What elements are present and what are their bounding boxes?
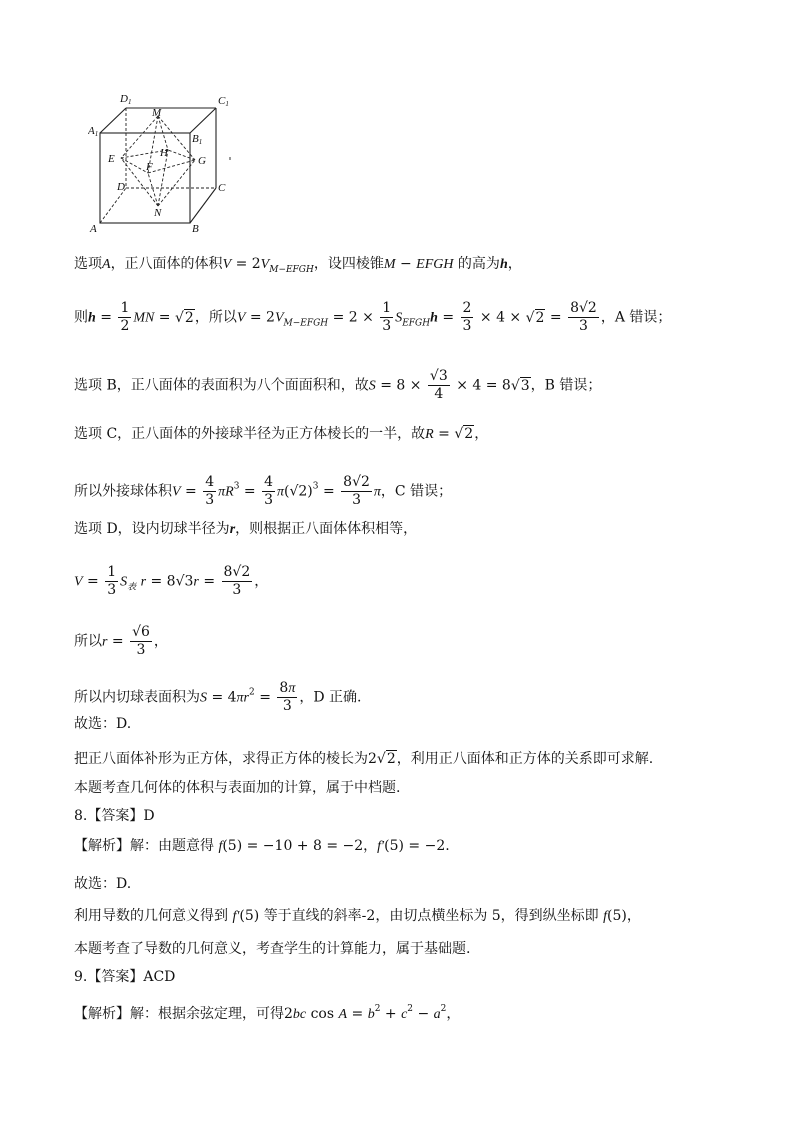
stray-mark: [229, 157, 231, 160]
label-D: D: [117, 181, 125, 193]
q9-answer: 9.【答案】ACD: [74, 969, 176, 985]
option-d-line-1: 选项 D，设内切球半径为r，则根据正八面体体积相等，: [74, 521, 418, 537]
q8-analysis: 【解析】解：由题意得 f(5) = −10 + 8 = −2，f′(5) = −2.: [74, 838, 450, 854]
option-a-line-2: 则h = $\frac{1}{2}$ MN = √2，所以$V = 2V_{M-EFGH} = 2$ × $\frac{1}{3}$ $S_{EFGH}h$ = $\frac{2}{3}$ × 4 × √2 = $\frac{8√2}{3}$ ，A 错误；: [74, 300, 672, 334]
label-B1: B1: [192, 133, 203, 146]
option-b-line: 选项 B，正八面体的表面积为八个面面积和，故S = 8 × $\frac{√3}{4}$ × 4 = 8√3，B 错误；: [74, 368, 602, 402]
option-d-line-4: 所以内切球表面积为$S = 4\pi r^2$ = $\frac{8\pi}{3}$ ，D 正确.: [74, 680, 362, 714]
label-F: F: [146, 161, 153, 173]
option-c-line-1: 选项 C，正八面体的外接球半径为正方体棱长的一半，故R = √2，: [74, 426, 489, 442]
comment-line: 本题考查几何体的体积与表面加的计算，属于中档题.: [74, 780, 401, 796]
cube-octahedron-figure: [88, 88, 248, 238]
label-H: H: [160, 147, 168, 159]
option-d-line-2: V = $\frac{1}{3}$ $S_表$ r = 8√3r = $\frac{8√2}{3}$ ，: [74, 564, 269, 598]
label-C1: C1: [218, 95, 229, 108]
option-d-line-3: 所以r = $\frac{√6}{3}$ ，: [74, 624, 168, 658]
q8-answer: 8.【答案】D: [74, 808, 155, 824]
q8-select: 故选：D.: [74, 876, 132, 892]
label-E: E: [108, 153, 115, 165]
q8-explain: 利用导数的几何意义得到 f′(5) 等于直线的斜率-2，由切点横坐标为 5，得到纵坐标即 f(5)，: [74, 908, 641, 924]
option-c-line-2: 所以外接球体积V = $\frac{4}{3}$ $\pi R^3$ = $\frac{4}{3}$ $\pi(√2)^3$ = $\frac{8√2}{3}$ π，C 错误；: [74, 474, 453, 508]
option-a-line-1: 选项A，正八面体的体积$V = 2V_{M-EFGH}$，设四棱锥M − EFGH 的高为h，: [74, 256, 522, 275]
label-M: M: [152, 107, 162, 119]
answer-line: 故选：D.: [74, 716, 132, 732]
q9-analysis: 【解析】解：根据余弦定理，可得2bc $\cos A = b^2 + c^2 - a^2$，: [74, 1004, 461, 1022]
label-C: C: [218, 182, 226, 194]
q8-comment: 本题考查了导数的几何意义，考查学生的计算能力，属于基础题.: [74, 941, 471, 957]
method-line: 把正八面体补形为正方体，求得正方体的棱长为2√2，利用正八面体和正方体的关系即可求解.: [74, 751, 654, 767]
label-G: G: [198, 155, 206, 167]
label-N: N: [154, 207, 162, 219]
label-B: B: [192, 223, 199, 235]
label-A1: A1: [88, 125, 99, 138]
label-A: A: [90, 223, 97, 235]
label-D1: D1: [120, 93, 132, 106]
